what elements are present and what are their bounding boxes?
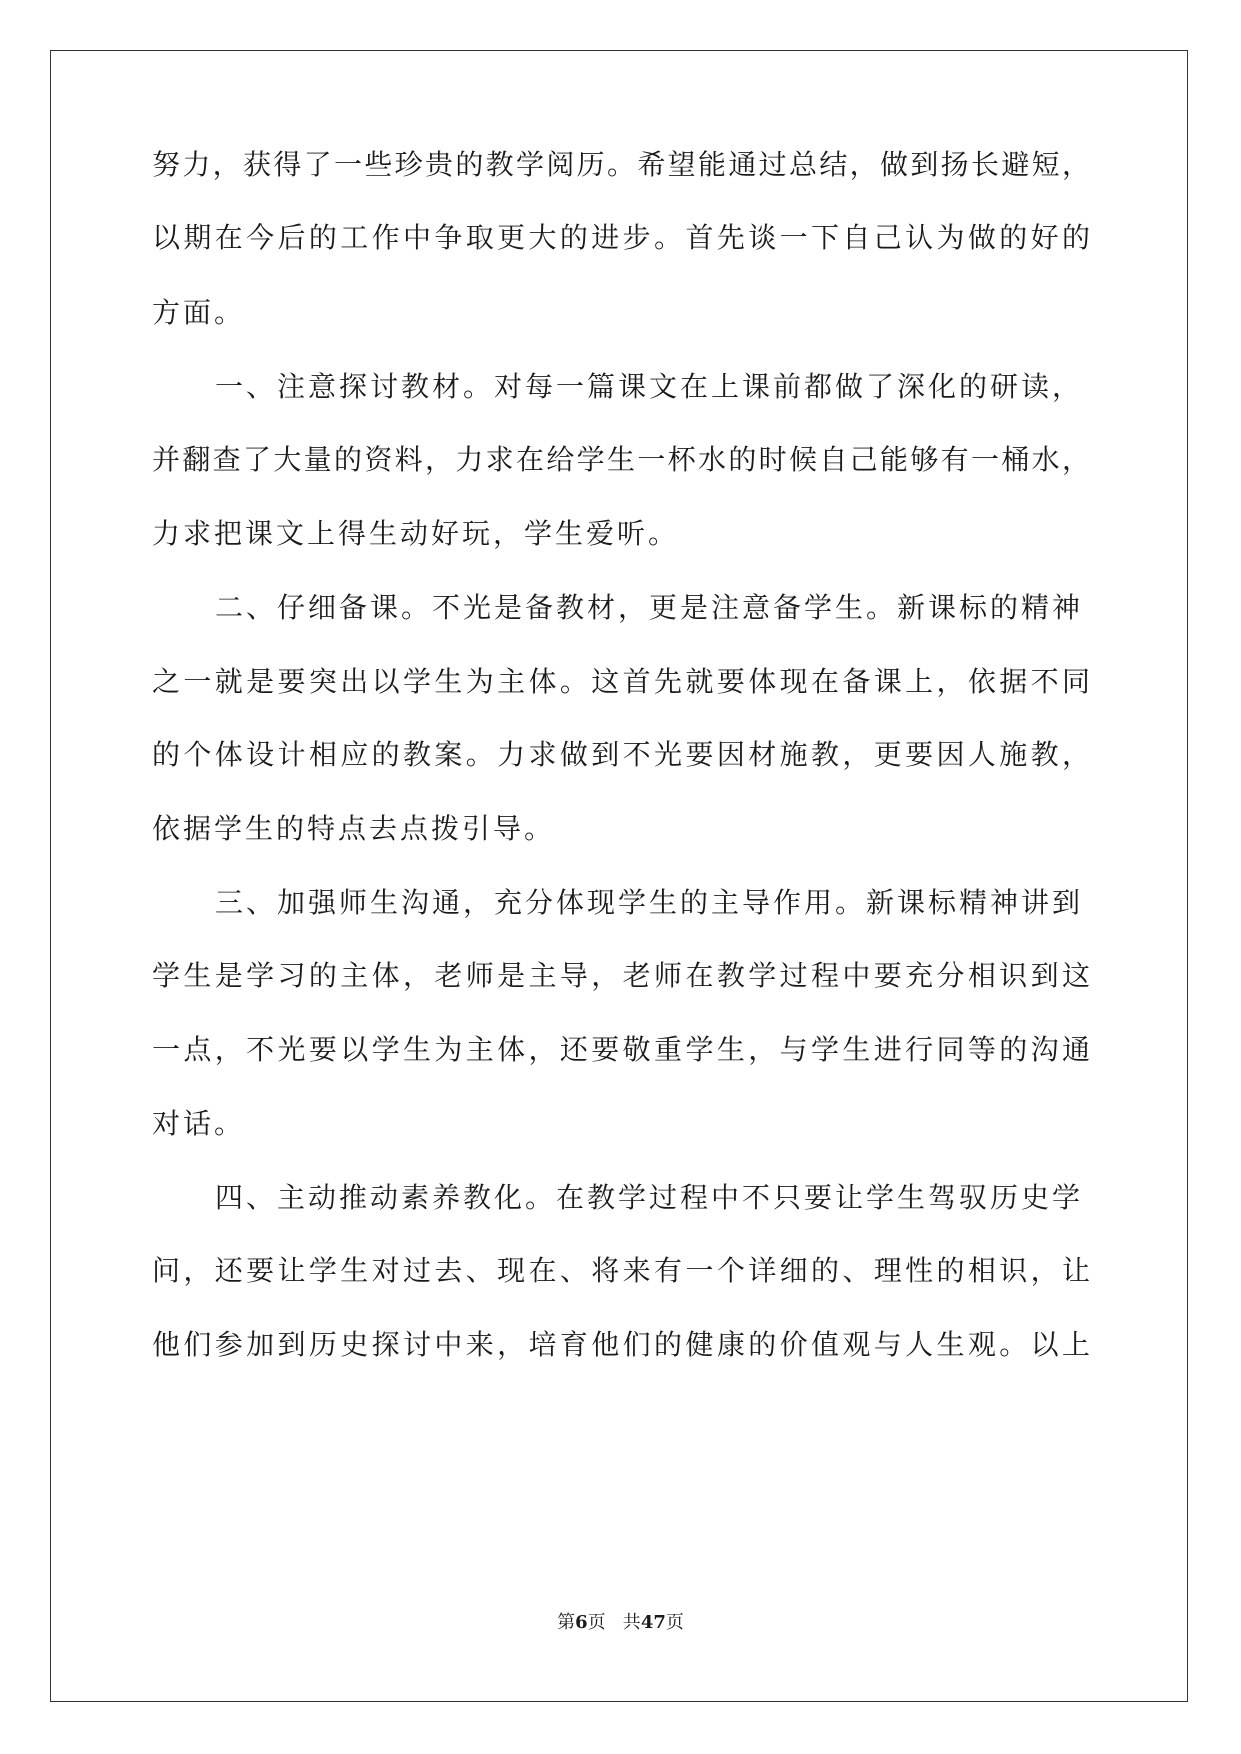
text-line: 方面。 <box>152 296 246 329</box>
text-line: 他们参加到历史探讨中来，培育他们的健康的价值观与人生观。以上 <box>152 1328 1090 1361</box>
text-line: 三、加强师生沟通，充分体现学生的主导作用。新课标精神讲到 <box>215 886 1084 919</box>
current-page-number: 6 <box>575 1612 588 1633</box>
text-line: 四、主动推动素养教化。在教学过程中不只要让学生驾驭历史学 <box>215 1181 1084 1214</box>
text-line: 努力，获得了一些珍贵的教学阅历。希望能通过总结，做到扬长避短， <box>152 148 1090 181</box>
footer-prefix: 第 <box>557 1612 576 1633</box>
text-line: 对话。 <box>152 1107 246 1140</box>
text-line: 依据学生的特点去点拨引导。 <box>152 812 556 845</box>
footer-suffix: 页 <box>665 1612 684 1633</box>
text-line: 的个体设计相应的教案。力求做到不光要因材施教，更要因人施教， <box>152 738 1090 771</box>
footer-mid: 页 共 <box>587 1612 641 1633</box>
text-line: 二、仔细备课。不光是备教材，更是注意备学生。新课标的精神 <box>215 591 1084 624</box>
text-line: 并翻查了大量的资料，力求在给学生一杯水的时候自己能够有一桶水， <box>152 443 1090 476</box>
text-line: 以期在今后的工作中争取更大的进步。首先谈一下自己认为做的好的 <box>152 221 1090 254</box>
page-footer <box>0 1612 1241 1634</box>
text-line: 之一就是要突出以学生为主体。这首先就要体现在备课上，依据不同 <box>152 665 1090 698</box>
text-line: 一、注意探讨教材。对每一篇课文在上课前都做了深化的研读， <box>215 370 1084 403</box>
text-line: 学生是学习的主体，老师是主导，老师在教学过程中要充分相识到这 <box>152 959 1090 992</box>
text-line: 力求把课文上得生动好玩，学生爱听。 <box>152 517 680 550</box>
text-line: 一点，不光要以学生为主体，还要敬重学生，与学生进行同等的沟通 <box>152 1033 1090 1066</box>
text-line: 问，还要让学生对过去、现在、将来有一个详细的、理性的相识，让 <box>152 1254 1090 1287</box>
total-page-count: 47 <box>640 1612 666 1633</box>
